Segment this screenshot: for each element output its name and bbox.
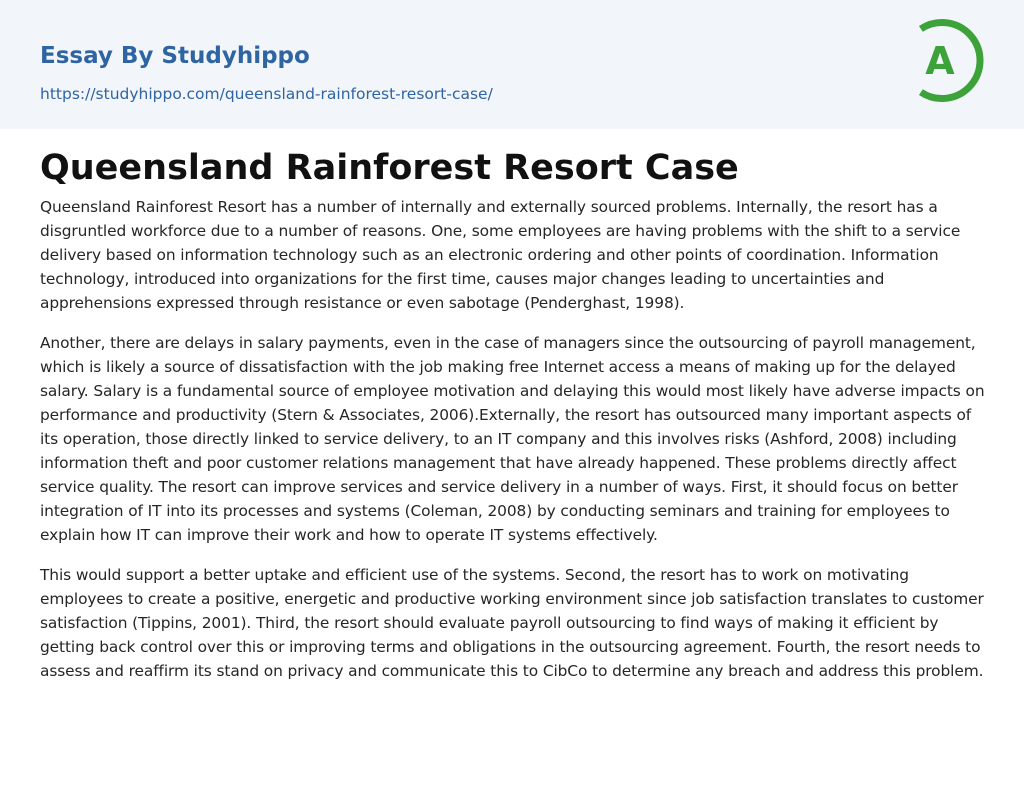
site-header — [0, 0, 1024, 129]
article — [40, 145, 988, 699]
logo-letter: A — [925, 39, 955, 83]
article-paragraph: This would support a better uptake and efficient use of the systems. Second, the resort has to work on motivating employees to create a positive, energetic and productive working environment since job satisfaction translates to customer satisfaction (Tippins, 2001). Third, the resort should evaluate payroll outsourcing to find ways of making it efficient by getting back control over this or improving terms and obligations in the outsourcing agreement. Fourth, the resort needs to assess and reaffirm its stand on privacy and communicate this to CibCo to determine any breach and address this problem. — [40, 566, 984, 680]
page-title: Queensland Rainforest Resort Case — [40, 148, 739, 188]
studyhippo-logo-icon[interactable] — [910, 18, 988, 106]
article-paragraph: Queensland Rainforest Resort has a number of internally and externally sourced problems. Internally, the resort has a disgruntled workforce due to a number of reasons. One, some employees are having problems with the shift to a service delivery based on information technology such as an electronic ordering and other points of coordination. Information technology, introduced into organizations for the first time, causes major changes leading to uncertainties and apprehensions expressed through resistance or even sabotage (Penderghast, 1998). — [40, 198, 961, 312]
source-url-link[interactable]: https://studyhippo.com/queensland-rainforest-resort-case/ — [40, 85, 493, 103]
article-paragraph: Another, there are delays in salary payments, even in the case of managers since the outsourcing of payroll management, which is likely a source of dissatisfaction with the job making free Internet access a means of making up for the delayed salary. Salary is a fundamental source of employee motivation and delaying this would most likely have adverse impacts on performance and productivity (Stern & Associates, 2006).Externally, the resort has outsourced many important aspects of its operation, those directly linked to service delivery, to an IT company and this involves risks (Ashford, 2008) including information theft and poor customer relations management that have already happened. These problems directly affect service quality. The resort can improve services and service delivery in a number of ways. First, it should focus on better integration of IT into its processes and systems (Coleman, 2008) by conducting seminars and training for employees to explain how IT can improve their work and how to operate IT systems effectively. — [40, 334, 985, 544]
brand-title[interactable]: Essay By Studyhippo — [40, 43, 310, 69]
